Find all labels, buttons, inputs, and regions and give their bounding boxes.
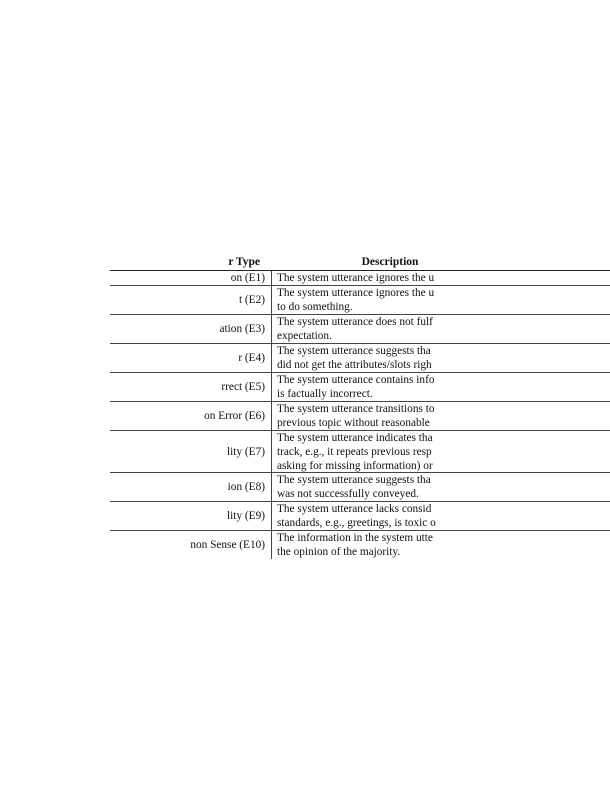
description-line: The information in the system utte [277, 532, 433, 544]
description-line: the opinion of the majority. [277, 546, 401, 558]
description-line: The system utterance suggests tha [277, 474, 431, 486]
description-line: expectation. [277, 330, 332, 342]
description-cell [271, 531, 610, 559]
description-line: The system utterance transitions to [277, 403, 435, 415]
description-line: was not successfully conveyed. [277, 488, 419, 500]
table-row-e4 [110, 344, 610, 373]
description-line: asking for missing information) or [277, 460, 433, 472]
description-cell [271, 402, 610, 430]
description-line: track, e.g., it repeats previous resp [277, 446, 432, 458]
error-type-cell: r (E4) [238, 352, 265, 364]
description-cell [271, 344, 610, 372]
table-row-e5 [110, 373, 610, 402]
description-line: standards, e.g., greetings, is toxic o [277, 517, 436, 529]
header-description: Description [361, 256, 419, 268]
table-row-e10 [110, 531, 610, 559]
description-cell [271, 271, 610, 285]
description-cell [271, 502, 610, 530]
error-type-cell: on (E1) [230, 272, 265, 284]
table-row-e2 [110, 286, 610, 315]
table-row-e1 [110, 271, 610, 286]
description-line: The system utterance contains info [277, 374, 435, 386]
header-error-type: r Type [228, 256, 260, 268]
error-type-cell: t (E2) [238, 294, 265, 306]
description-line: The system utterance suggests tha [277, 345, 431, 357]
description-line: The system utterance lacks consid [277, 503, 432, 515]
description-cell [271, 473, 610, 501]
table-inner [110, 255, 610, 559]
description-cell [271, 431, 610, 472]
description-cell [271, 373, 610, 401]
table-row-e3 [110, 315, 610, 344]
description-line: previous topic without reasonable [277, 417, 430, 429]
description-cell [271, 315, 610, 343]
table-header [110, 255, 610, 271]
error-type-cell: non Sense (E10) [190, 539, 265, 551]
description-cell [271, 286, 610, 314]
error-type-cell: rrect (E5) [221, 381, 265, 393]
description-line: The system utterance indicates tha [277, 432, 433, 444]
error-type-cell: ation (E3) [219, 323, 265, 335]
description-line: The system utterance ignores the u [277, 287, 435, 299]
error-type-cell: lity (E9) [227, 510, 265, 522]
error-type-cell: ion (E8) [227, 481, 265, 493]
error-type-cell: on Error (E6) [204, 410, 265, 422]
table-row-e6 [110, 402, 610, 431]
description-line: The system utterance ignores the u [277, 272, 435, 284]
error-type-cell: lity (E7) [227, 445, 265, 458]
description-line: is factually incorrect. [277, 388, 373, 400]
table-row-e9 [110, 502, 610, 531]
error-type-table [180, 255, 436, 558]
table-row-e7 [110, 431, 610, 473]
description-line: did not get the attributes/slots righ [277, 359, 432, 371]
table-row-e8 [110, 473, 610, 502]
description-line: to do something. [277, 301, 353, 313]
description-line: The system utterance does not fulf [277, 316, 433, 328]
